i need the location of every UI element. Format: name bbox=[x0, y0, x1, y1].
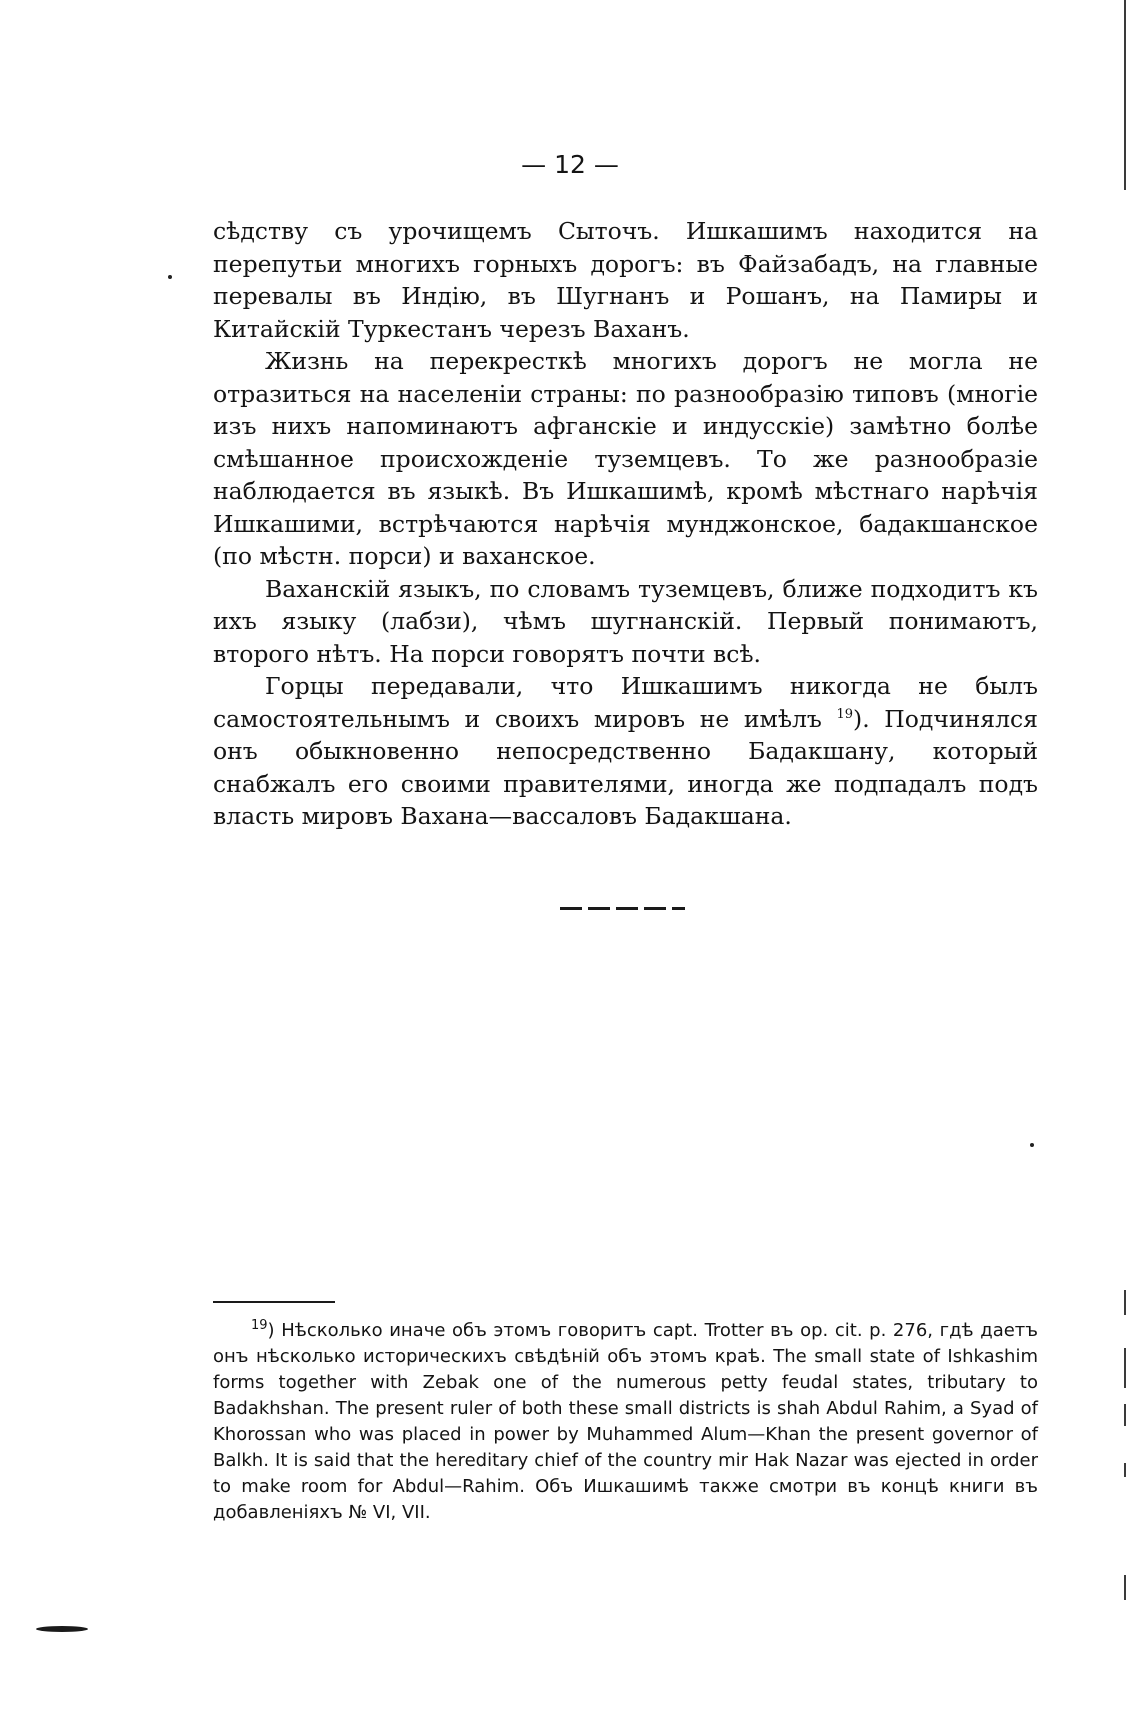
binding-edge-1 bbox=[1124, 1290, 1126, 1315]
footnote-reference[interactable]: 19 bbox=[836, 706, 854, 722]
footnote-separator bbox=[213, 1301, 335, 1303]
paragraph-4-part-2: ). Подчинялся онъ обыкновенно непосредственно Бадакшану, который снабжалъ его своими правителями, иногда же подпадалъ подъ власть мировъ Вахана—вассаловъ Бадакшана. bbox=[213, 704, 1038, 830]
binding-edge-3 bbox=[1124, 1404, 1126, 1426]
binding-edge-top bbox=[1124, 0, 1126, 190]
body-text bbox=[213, 215, 1038, 833]
speck-right bbox=[1030, 1143, 1034, 1147]
paragraph-1: сѣдству съ урочищемъ Сыточъ. Ишкашимъ находится на перепутьи многихъ горныхъ дорогъ: въ Файзабадъ, на главные перевалы въ Индію, въ Шугнанъ и Рошанъ, на Памиры и Китайскій Туркестанъ черезъ Ваханъ. bbox=[213, 217, 1038, 343]
paragraph-4-part-1: Горцы передавали, что Ишкашимъ никогда не былъ самостоятельнымъ и своихъ мировъ не имѣлъ bbox=[213, 672, 1038, 733]
binding-edge-2 bbox=[1124, 1348, 1126, 1388]
speck-left bbox=[168, 275, 172, 279]
binding-edge-4 bbox=[1124, 1463, 1126, 1477]
section-end-ornament bbox=[560, 907, 685, 910]
paragraph-2: Жизнь на перекресткѣ многихъ дорогъ не могла не отразиться на населеніи страны: по разнообразію типовъ (многіе изъ нихъ напоминаютъ афганскіе и индусскіе) замѣтно болѣе смѣшанное происхожденіе туземцевъ. То же разнообразіе наблюдается въ языкѣ. Въ Ишкашимѣ, кромѣ мѣстнаго нарѣчія Ишкашими, встрѣчаются нарѣчія мунджонское, бадакшанское (по мѣстн. порси) и ваханское. bbox=[213, 347, 1038, 570]
page-number: — 12 — bbox=[521, 150, 619, 179]
footnote bbox=[213, 1318, 1038, 1526]
binding-edge-5 bbox=[1124, 1575, 1126, 1600]
footnote-marker: 19 bbox=[251, 1318, 268, 1333]
footnote-text: ) Нѣсколько иначе объ этомъ говоритъ capt. Trotter въ op. cit. p. 276, гдѣ даетъ онъ нѣсколько историческихъ свѣдѣній объ этомъ краѣ. The small state of Ishkashim forms together with Zebak one of the numerous petty feudal states, tributary to Badakhshan. The present ruler of both these small districts is shah Abdul Rahim, a Syad of Khorossan who was placed in power by Muhammed Alum—Khan the present governor of Balkh. It is said that the hereditary chief of the country mir Hak Nazar was ejected in order to make room for Abdul—Rahim. Объ Ишкашимѣ также смотри въ концѣ книги въ добавленіяхъ № VI, VII. bbox=[213, 1320, 1038, 1523]
paragraph-3: Ваханскій языкъ, по словамъ туземцевъ, ближе подходитъ къ ихъ языку (лабзи), чѣмъ шугнанскій. Первый понимаютъ, второго нѣтъ. На порси говорятъ почти всѣ. bbox=[213, 574, 1038, 668]
paragraph-4 bbox=[213, 670, 1038, 833]
ink-smudge bbox=[36, 1626, 88, 1632]
